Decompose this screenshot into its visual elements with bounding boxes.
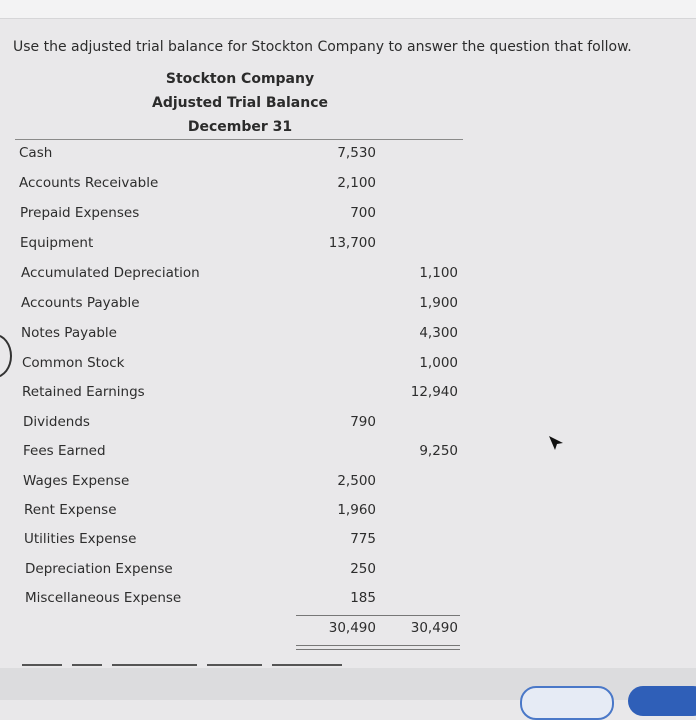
table-row [0, 590, 696, 610]
account-name: Retained Earnings [22, 384, 145, 400]
table-row [0, 443, 696, 463]
cropped-text-marks [22, 661, 342, 666]
debit-amount: 185 [350, 590, 376, 606]
account-name: Accounts Payable [21, 295, 140, 311]
table-row [0, 235, 696, 255]
table-row [0, 531, 696, 551]
table-row [0, 414, 696, 434]
totals-row [0, 620, 696, 640]
cropped-text-line [22, 658, 342, 666]
credit-amount: 1,000 [419, 355, 458, 371]
company-name: Stockton Company [165, 71, 315, 87]
report-title: Adjusted Trial Balance [152, 95, 328, 111]
debit-amount: 2,500 [337, 473, 376, 489]
debit-amount: 700 [350, 205, 376, 221]
debit-amount: 2,100 [337, 175, 376, 191]
table-row [0, 502, 696, 522]
table-row [0, 175, 696, 195]
table-row [0, 561, 696, 581]
credit-amount: 9,250 [419, 443, 458, 459]
credit-amount: 4,300 [419, 325, 458, 341]
account-name: Cash [19, 145, 53, 161]
account-name: Common Stock [22, 355, 125, 371]
table-row [0, 205, 696, 225]
account-name: Wages Expense [23, 473, 130, 489]
top-strip [0, 0, 696, 19]
table-row [0, 145, 696, 165]
debit-amount: 250 [350, 561, 376, 577]
header-rule [15, 139, 463, 140]
account-name: Dividends [23, 414, 90, 430]
table-row [0, 295, 696, 315]
debit-amount: 7,530 [337, 145, 376, 161]
debit-amount: 775 [350, 531, 376, 547]
subtotal-rule [296, 615, 460, 616]
account-name: Prepaid Expenses [20, 205, 140, 221]
account-name: Equipment [20, 235, 94, 251]
account-name: Accumulated Depreciation [21, 265, 200, 281]
question-text: Use the adjusted trial balance for Stockton Company to answer the question that follow. [13, 39, 632, 55]
total-double-rule [296, 645, 460, 650]
account-name: Accounts Receivable [19, 175, 159, 191]
account-name: Miscellaneous Expense [25, 590, 182, 606]
account-name: Notes Payable [21, 325, 117, 341]
debit-amount: 1,960 [337, 502, 376, 518]
debit-amount: 790 [350, 414, 376, 430]
credit-amount: 1,900 [419, 295, 458, 311]
table-row [0, 265, 696, 285]
credit-amount: 12,940 [410, 384, 458, 400]
debit-amount: 13,700 [328, 235, 376, 251]
account-name: Utilities Expense [24, 531, 137, 547]
account-name: Rent Expense [24, 502, 117, 518]
total-credit: 30,490 [410, 620, 458, 636]
next-button[interactable] [628, 686, 696, 716]
table-row [0, 473, 696, 493]
table-row [0, 384, 696, 404]
report-date: December 31 [187, 119, 293, 135]
previous-button[interactable] [520, 686, 614, 720]
total-debit: 30,490 [328, 620, 376, 636]
account-name: Fees Earned [23, 443, 106, 459]
account-name: Depreciation Expense [25, 561, 173, 577]
table-row [0, 355, 696, 375]
mouse-pointer-icon [547, 434, 567, 454]
credit-amount: 1,100 [419, 265, 458, 281]
table-row [0, 325, 696, 345]
